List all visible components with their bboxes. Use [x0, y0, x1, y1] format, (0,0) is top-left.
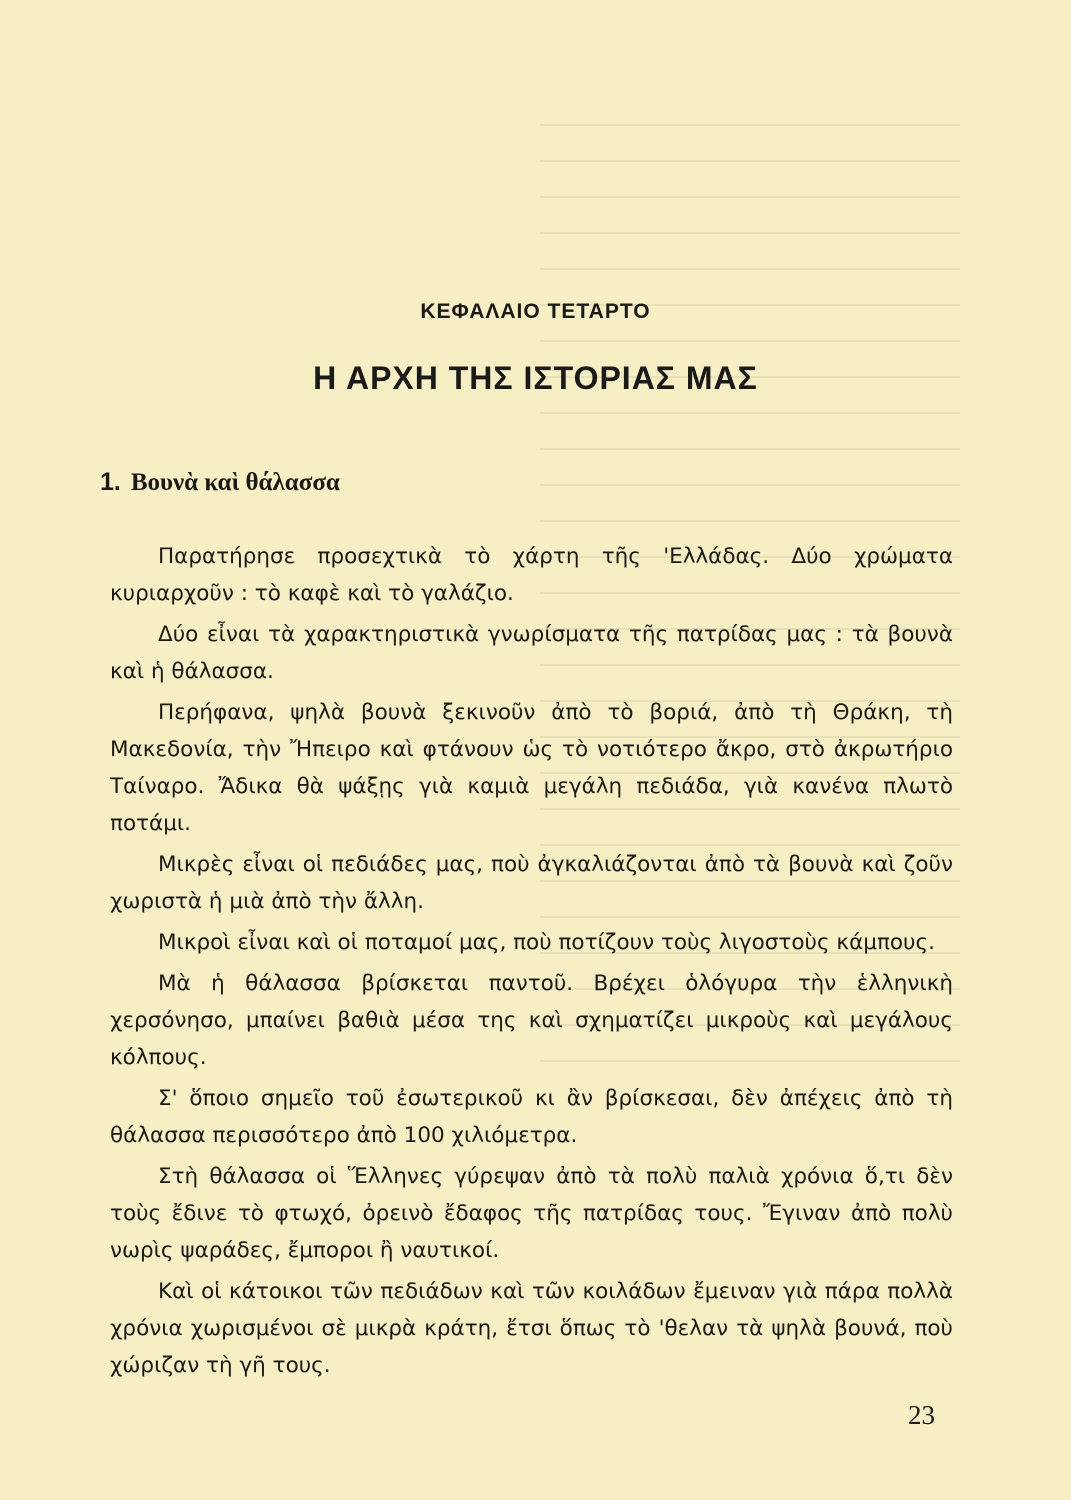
section-number: 1. — [100, 468, 121, 496]
chapter-label: ΚΕΦΑΛΑΙΟ ΤΕΤΑΡΤΟ — [420, 300, 651, 323]
paragraph: Παρατήρησε προσεχτικὰ τὸ χάρτη τῆς 'Ελλάδας. Δύο χρώματα κυριαρχοῦν : τὸ καφὲ καὶ τὸ γαλάζιο. — [110, 544, 953, 606]
paragraph: Καὶ οἱ κάτοικοι τῶν πεδιάδων καὶ τῶν κοιλάδων ἔμειναν γιὰ πάρα πολλὰ χρόνια χωρισμένοι σὲ μικρὰ κράτη, ἔτσι ὅπως τὸ 'θελαν τὰ ψηλὰ βουνά, ποὺ χώριζαν τὴ γῆ τους. — [110, 1279, 953, 1378]
paragraph: Μικρὲς εἶναι οἱ πεδιάδες μας, ποὺ ἀγκαλιάζονται ἀπὸ τὰ βουνὰ καὶ ζοῦν χωριστὰ ἡ μιὰ ἀπὸ τὴν ἄλλη. — [110, 852, 953, 914]
section-heading — [100, 468, 340, 497]
body-text — [110, 538, 953, 1388]
paragraph: Σ' ὅποιο σημεῖο τοῦ ἐσωτερικοῦ κι ἂν βρίσκεσαι, δὲν ἀπέχεις ἀπὸ τὴ θάλασσα περισσότερο ἀπὸ 100 χιλιόμετρα. — [110, 1086, 953, 1148]
page-number: 23 — [908, 1400, 935, 1430]
paragraph: Στὴ θάλασσα οἱ Ἕλληνες γύρεψαν ἀπὸ τὰ πολὺ παλιὰ χρόνια ὅ,τι δὲν τοὺς ἔδινε τὸ φτωχό, ὀρεινὸ ἔδαφος τῆς πατρίδας τους. Ἔγιναν ἀπὸ πολὺ νωρὶς ψαράδες, ἔμποροι ἢ ναυτικοί. — [110, 1164, 953, 1263]
section-title: Βουνὰ καὶ θάλασσα — [130, 469, 340, 496]
paragraph: Μικροὶ εἶναι καὶ οἱ ποταμοί μας, ποὺ ποτίζουν τοὺς λιγοστοὺς κάμπους. — [158, 930, 935, 955]
paragraph: Περήφανα, ψηλὰ βουνὰ ξεκινοῦν ἀπὸ τὸ βοριά, ἀπὸ τὴ Θράκη, τὴ Μακεδονία, τὴν Ἤπειρο καὶ φτάνουν ὡς τὸ νοτιότερο ἄκρο, στὸ ἀκρωτήριο Ταίναρο. Ἄδικα θὰ ψάξῃς γιὰ καμιὰ μεγάλη πεδιάδα, γιὰ κανένα πλωτὸ ποτάμι. — [110, 700, 953, 836]
paragraph: Μὰ ἡ θάλασσα βρίσκεται παντοῦ. Βρέχει ὁλόγυρα τὴν ἑλληνικὴ χερσόνησο, μπαίνει βαθιὰ μέσα της καὶ σχηματίζει μικροὺς καὶ μεγάλους κόλπους. — [110, 971, 953, 1070]
chapter-title: Η ΑΡΧΗ ΤΗΣ ΙΣΤΟΡΙΑΣ ΜΑΣ — [313, 360, 758, 396]
paragraph: Δύο εἶναι τὰ χαρακτηριστικὰ γνωρίσματα τῆς πατρίδας μας : τὰ βουνὰ καὶ ἡ θάλασσα. — [110, 622, 953, 684]
